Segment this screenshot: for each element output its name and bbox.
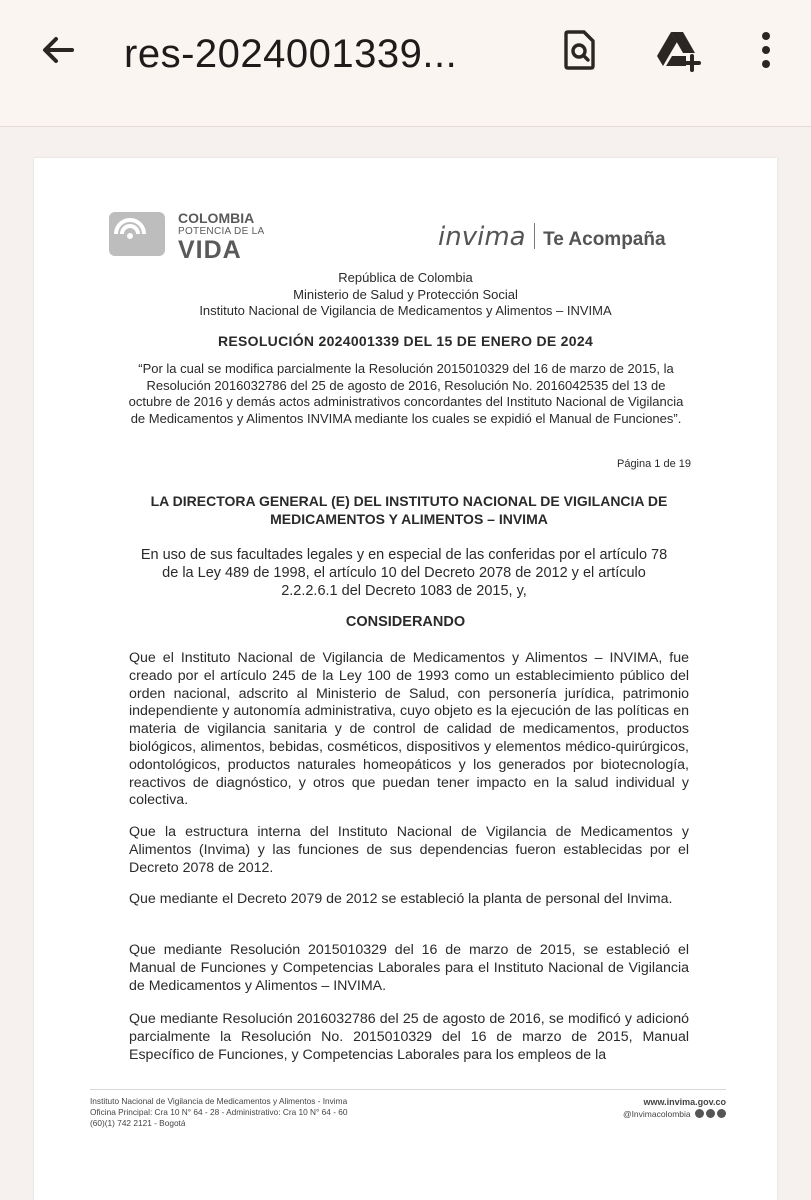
colombia-logo-mark-icon <box>108 208 168 260</box>
more-options-button[interactable] <box>742 26 790 74</box>
back-button[interactable] <box>36 28 80 72</box>
page-indicator: Página 1 de 19 <box>616 458 691 470</box>
invima-tagline: Te Acompaña <box>543 229 666 250</box>
footer-contact <box>623 1096 726 1120</box>
footer-line: Instituto Nacional de Vigilancia de Medicamentos y Alimentos - Invima <box>90 1096 348 1106</box>
footer-line: Oficina Principal: Cra 10 N° 64 - 28 - Administrativo: Cra 10 N° 64 - 60 <box>90 1107 348 1117</box>
find-in-page-icon <box>556 26 604 74</box>
paragraph: Que mediante Resolución 2016032786 del 25 de agosto de 2016, se modificó y adicionó parcialmente la Resolución No. 2015010329 del 16 de marzo de 2015, Manual Específico de Funciones, y Competencias Laborales para los empleos de la <box>129 1011 689 1063</box>
document-header <box>34 270 777 320</box>
resolution-title: RESOLUCIÓN 2024001339 DEL 15 DE ENERO DE 2024 <box>217 333 594 349</box>
twitter-icon <box>706 1109 715 1118</box>
arrow-left-icon <box>36 28 80 72</box>
header-line: Ministerio de Salud y Protección Social <box>293 286 518 302</box>
paragraph: Que mediante Resolución 2015010329 del 16 de marzo de 2015, se estableció el Manual de Funciones y Competencias Laborales para el Instituto Nacional de Vigilancia de Medicamentos y Alimentos – INVIMA. <box>129 942 689 994</box>
legal-faculties: En uso de sus facultades legales y en especial de las conferidas por el artículo 78 de la Ley 489 de 1998, el artículo 10 del Decreto 2078 de 2012 y el artículo 2.2.2.6.1 del Decreto 1083 de 2015, y, <box>140 547 668 599</box>
logo-left-line3: VIDA <box>178 236 242 264</box>
considerando-heading: CONSIDERANDO <box>345 614 466 630</box>
page-footer <box>90 1089 726 1128</box>
more-vertical-icon <box>742 26 790 74</box>
logo-left-line1: COLOMBIA <box>178 210 255 226</box>
add-to-drive-button[interactable] <box>654 26 702 74</box>
header-line: Instituto Nacional de Vigilancia de Medicamentos y Alimentos – INVIMA <box>199 303 612 318</box>
footer-social-handle: @Invimacolombia <box>622 1109 691 1119</box>
instagram-icon <box>717 1109 726 1118</box>
paragraph: Que el Instituto Nacional de Vigilancia de Medicamentos y Alimentos – INVIMA, fue creado por el artículo 245 de la Ley 100 de 1993 como un establecimiento público del orden nacional, adscrito al Ministerio de Salud, con personería jurídica, patrimonio independiente y autonomía administrativa, cuyo objeto es la ejecución de las políticas en materia de vigilancia sanitaria y de control de calidad de medicamentos, productos biológicos, alimentos, bebidas, cosméticos, dispositivos y elementos médico-quirúrgicos, odontológicos, productos naturales homeopáticos y los generados por biotecnología, reactivos de diagnóstico, y otros que puedan tener impacto en la salud individual y colectiva. <box>129 650 689 809</box>
director-heading: LA DIRECTORA GENERAL (E) DEL INSTITUTO NACIONAL DE VIGILANCIA DE MEDICAMENTOS Y ALIMENTOS – INVIMA <box>150 493 668 527</box>
paragraph: Que la estructura interna del Instituto Nacional de Vigilancia de Medicamentos y Alimentos (Invima) y las funciones de sus dependencias fueron establecidas por el Decreto 2078 de 2012. <box>129 824 689 876</box>
app-toolbar <box>0 0 811 127</box>
footer-address <box>90 1096 348 1129</box>
footer-website: www.invima.gov.co <box>643 1097 726 1107</box>
add-to-drive-icon <box>654 26 702 74</box>
paragraph: Que mediante el Decreto 2079 de 2012 se estableció la planta de personal del Invima. <box>129 891 673 907</box>
colombia-potencia-logo <box>108 208 268 264</box>
find-in-page-button[interactable] <box>556 26 604 74</box>
header-line: República de Colombia <box>338 270 473 285</box>
file-title: res-2024001339... <box>124 32 458 76</box>
invima-wordmark: invima <box>438 222 526 252</box>
resolution-subject: “Por la cual se modifica parcialmente la Resolución 2015010329 del 16 de marzo de 2015, la Resolución 2016032786 del 25 de agosto de 2016, Resolución No. 2016042535 del 13 de octubre de 2016 y demás actos administrativos concordantes del Instituto Nacional de Vigilancia de Medicamentos y Alimentos INVIMA mediante los cuales se expidió el Manual de Funciones”. <box>128 361 684 426</box>
pdf-page[interactable] <box>34 158 777 1200</box>
logo-divider <box>534 223 536 249</box>
footer-line: (60)(1) 742 2121 - Bogotá <box>90 1118 186 1128</box>
invima-logo <box>438 222 666 252</box>
logo-left-line2: POTENCIA DE LA <box>178 226 265 237</box>
facebook-icon <box>695 1109 704 1118</box>
